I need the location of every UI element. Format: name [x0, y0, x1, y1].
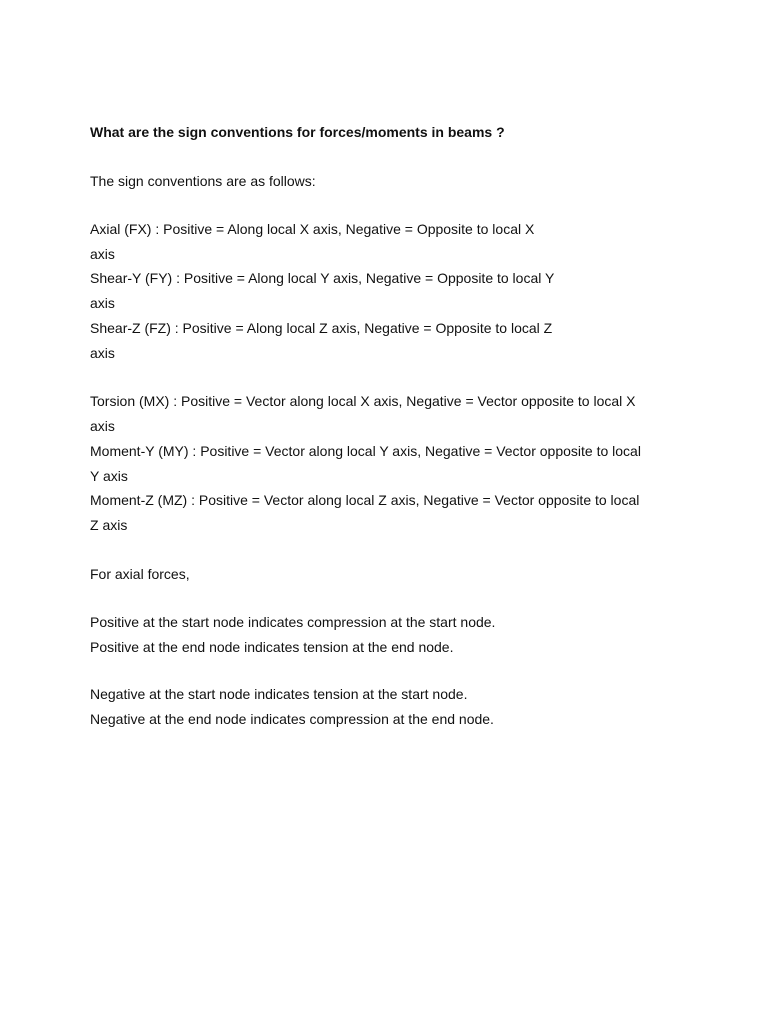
- moment-z-line-cont: Z axis: [90, 517, 128, 533]
- moment-y-line: Moment-Y (MY) : Positive = Vector along local Y axis, Negative = Vector opposite to local: [90, 443, 641, 459]
- question-heading: What are the sign conventions for forces/moments in beams ?: [90, 124, 505, 140]
- axial-forces-intro: For axial forces,: [90, 566, 190, 582]
- torsion-line-cont: axis: [90, 418, 115, 434]
- negative-start-line: Negative at the start node indicates tension at the start node.: [90, 686, 468, 702]
- shear-y-line: Shear-Y (FY) : Positive = Along local Y axis, Negative = Opposite to local Y: [90, 270, 555, 286]
- intro-text: The sign conventions are as follows:: [90, 173, 316, 189]
- torsion-line: Torsion (MX) : Positive = Vector along local X axis, Negative = Vector opposite to local X: [90, 393, 636, 409]
- shear-y-line-cont: axis: [90, 295, 115, 311]
- shear-z-line-cont: axis: [90, 345, 115, 361]
- negative-end-line: Negative at the end node indicates compression at the end node.: [90, 711, 494, 727]
- axial-fx-line: Axial (FX) : Positive = Along local X axis, Negative = Opposite to local X: [90, 221, 535, 237]
- positive-start-line: Positive at the start node indicates compression at the start node.: [90, 614, 496, 630]
- positive-end-line: Positive at the end node indicates tension at the end node.: [90, 639, 454, 655]
- moment-y-line-cont: Y axis: [90, 468, 128, 484]
- moment-z-line: Moment-Z (MZ) : Positive = Vector along local Z axis, Negative = Vector opposite to local: [90, 492, 640, 508]
- shear-z-line: Shear-Z (FZ) : Positive = Along local Z axis, Negative = Opposite to local Z: [90, 320, 553, 336]
- axial-fx-line-cont: axis: [90, 246, 115, 262]
